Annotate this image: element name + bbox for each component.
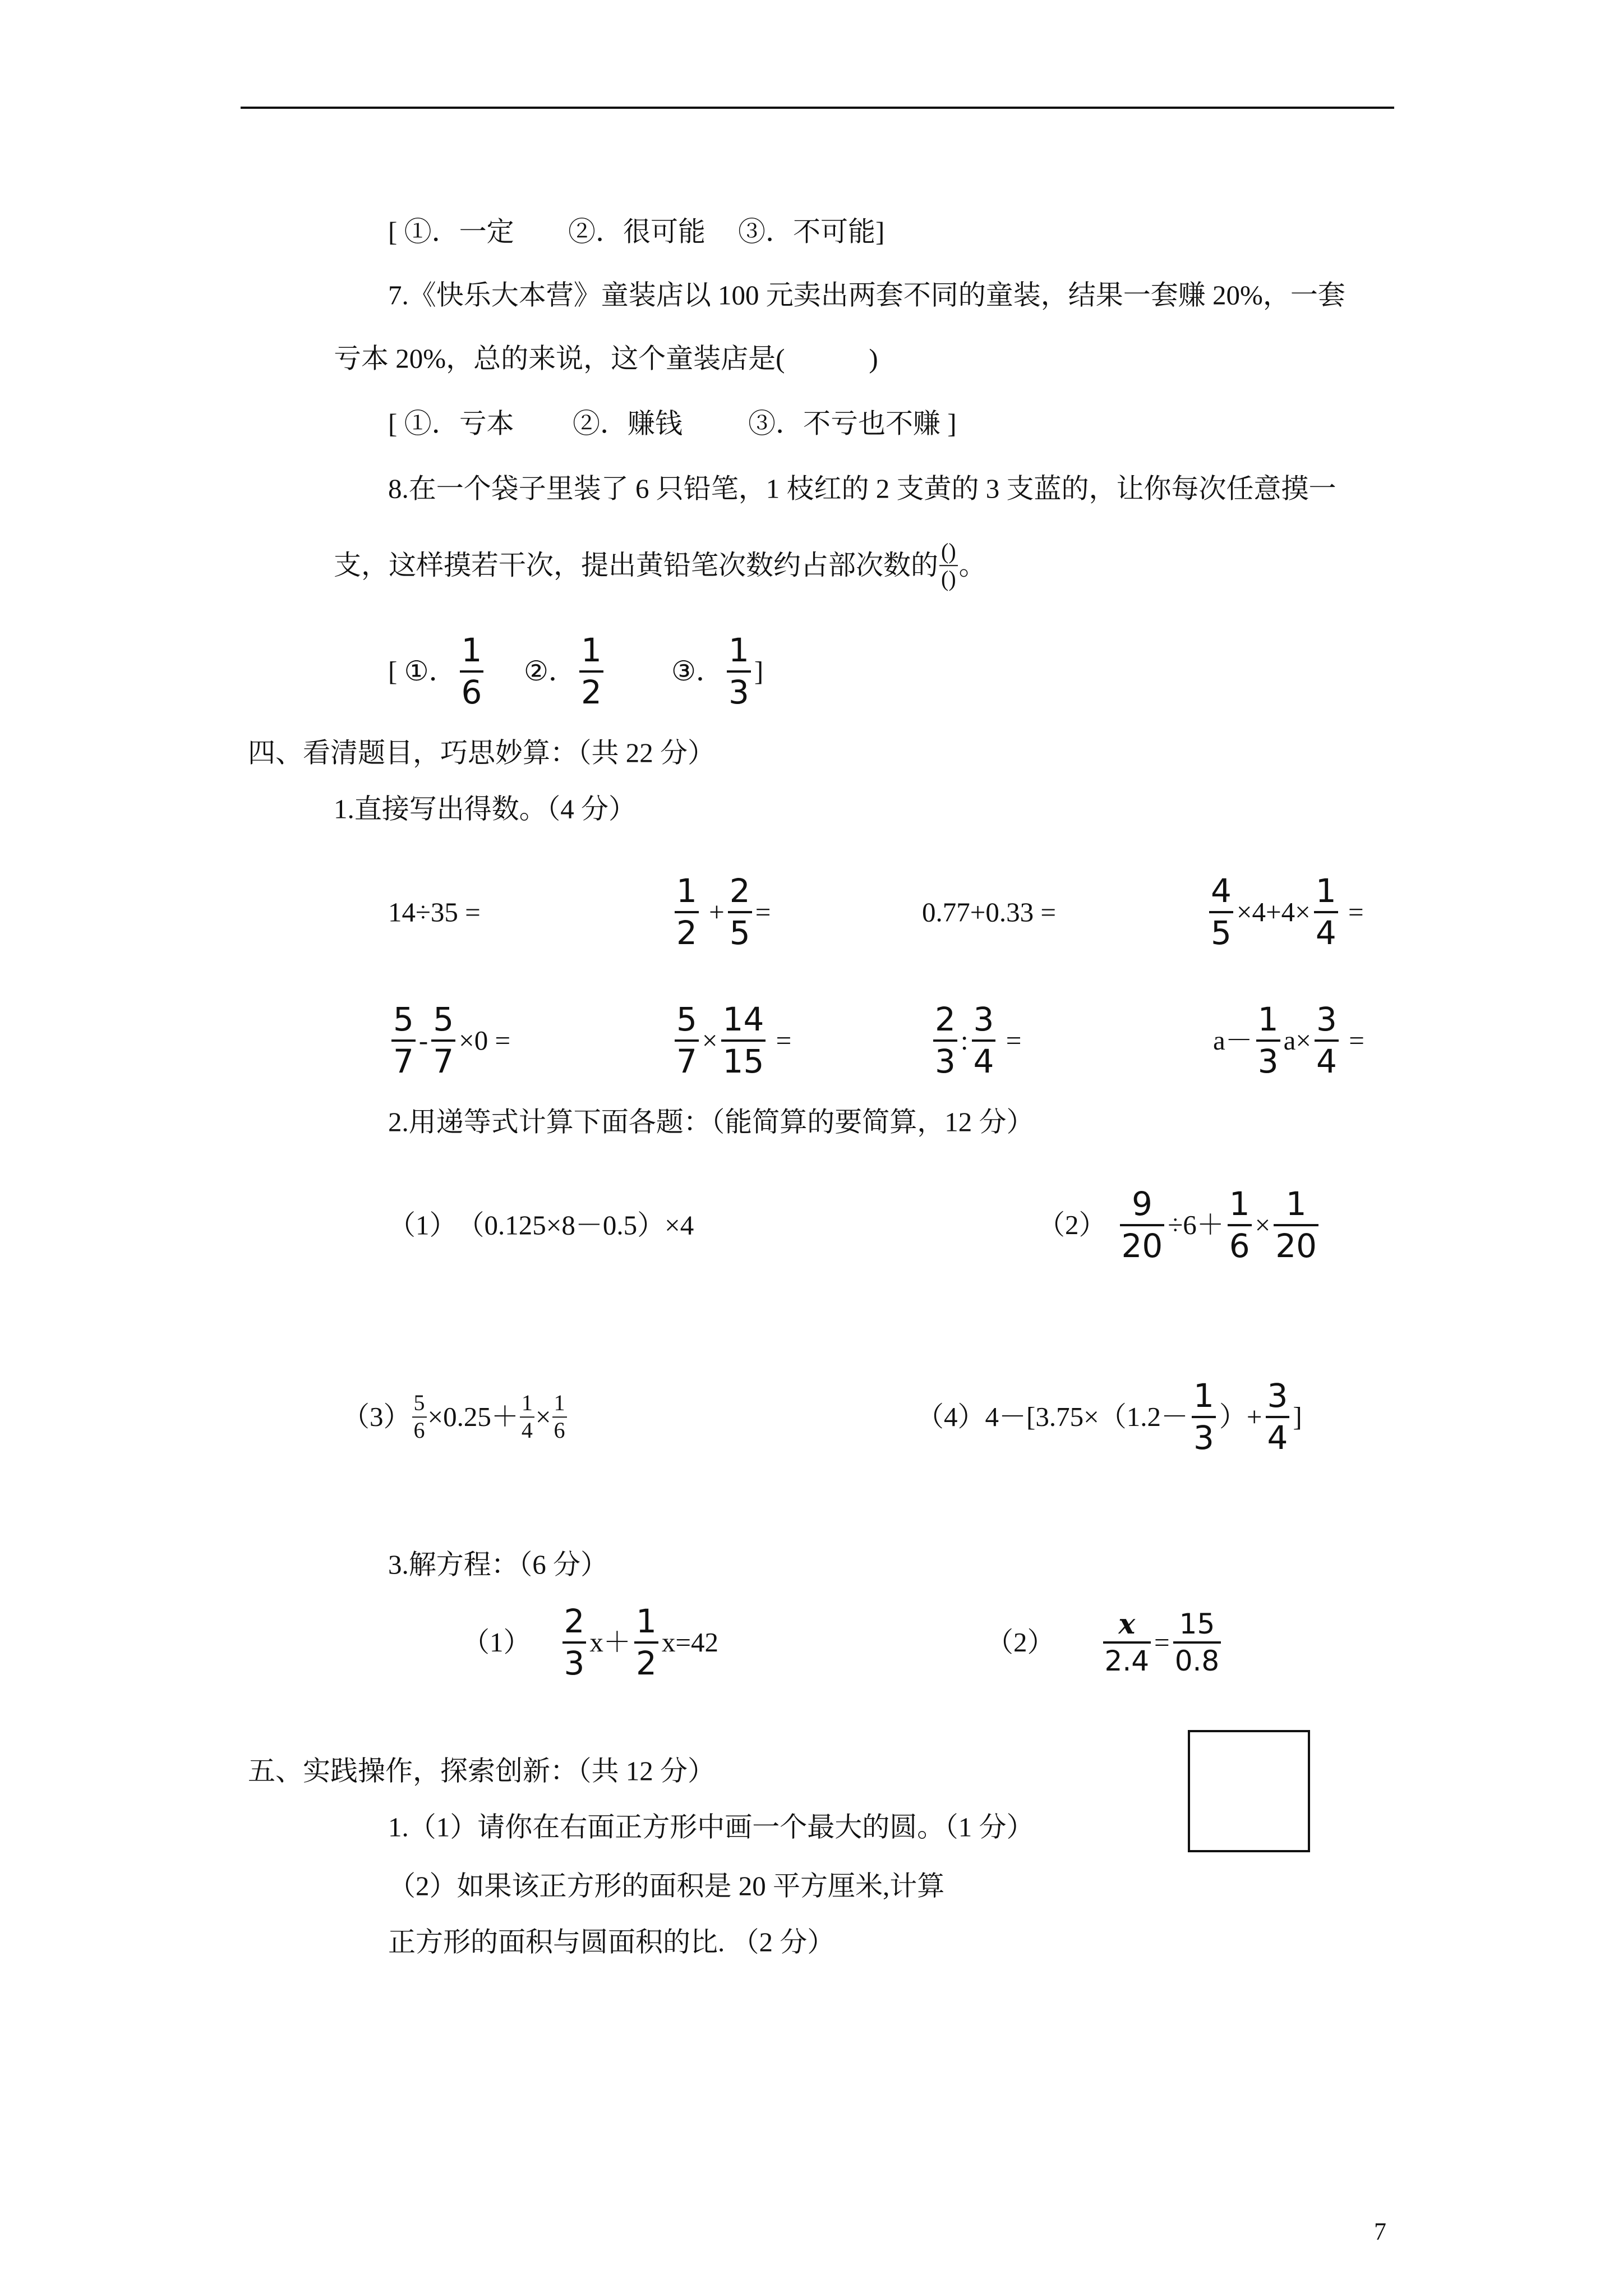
q6-option: ②．很可能: [568, 216, 706, 247]
expression-text: x＋: [589, 1627, 631, 1658]
mental-calc-item: [922, 895, 1056, 929]
fraction-numerator: 1: [554, 1390, 565, 1416]
fraction-bar: [460, 670, 484, 673]
step-calc-problem: [342, 1391, 568, 1443]
fraction-denominator: 2.4: [1104, 1645, 1150, 1677]
expression-text: ÷6＋: [1168, 1209, 1224, 1241]
expression-text: a×: [1283, 1025, 1312, 1056]
fraction: [1192, 1378, 1216, 1456]
expression-text: =: [1341, 896, 1364, 928]
expression-text: ×4+4×: [1236, 896, 1311, 928]
expression-text: -: [418, 1025, 428, 1056]
fraction-numerator: 1: [461, 631, 482, 670]
fraction-bar: [391, 1039, 416, 1042]
q7-option: [ ①．亏本: [388, 408, 514, 439]
fraction: [391, 1001, 416, 1080]
fraction-numerator: 5: [413, 1390, 425, 1416]
expression-text: （0.125×8－0.5）×4: [457, 1209, 694, 1241]
q8-option: [671, 632, 763, 711]
q7-option: ③．不亏也不赚 ]: [748, 408, 957, 439]
q8-option: [524, 632, 607, 711]
problem-label: （4）: [916, 1401, 985, 1433]
expression-text: =: [1341, 1025, 1364, 1056]
fraction-numerator: 9: [1131, 1185, 1152, 1223]
fraction-numerator: 2: [729, 872, 750, 910]
fraction-denominator: 3: [564, 1644, 585, 1682]
problem-label: （3）: [342, 1401, 411, 1433]
fraction-denominator: 4: [521, 1418, 533, 1443]
fraction-numerator: 3: [1267, 1377, 1288, 1415]
fraction-numerator: 1: [676, 872, 697, 910]
fraction-numerator: 14: [722, 1000, 764, 1039]
fraction-denominator: 4: [1316, 1042, 1337, 1080]
fraction-denominator: 4: [1315, 914, 1336, 952]
expression-text: ×0.25＋: [427, 1401, 519, 1433]
fraction-numerator: 1: [521, 1390, 533, 1416]
fraction: [431, 1001, 455, 1080]
section-5-q1-line-3: 正方形的面积与圆面积的比. （2 分）: [388, 1926, 835, 1958]
expression-text: +: [702, 896, 725, 928]
fraction-bar: [562, 1641, 587, 1644]
expression-text: ×: [702, 1025, 718, 1056]
q7-text-line-1: 7.《快乐大本营》童装店以 100 元卖出两套不同的童装，结果一套赚 20%，一套: [388, 279, 1345, 311]
fraction-denominator: 2: [635, 1644, 657, 1682]
step-calc-problem: [388, 1208, 694, 1242]
fraction-denominator: 6: [461, 673, 482, 711]
fraction-numerator: 5: [393, 1000, 414, 1039]
fraction-denominator: 6: [554, 1418, 565, 1443]
fraction: [634, 1603, 658, 1682]
fraction: [1120, 1186, 1165, 1264]
expression-text: ②．: [524, 656, 576, 687]
expression-text: x=42: [661, 1627, 718, 1658]
problem-label: （1）: [388, 1209, 457, 1241]
q6-option: ③．不可能]: [738, 216, 885, 247]
fraction-denominator: 5: [1211, 914, 1232, 952]
q7-question-text: 亏本 20%，总的来说，这个童装店是(: [334, 343, 785, 374]
equation-expression: [1100, 1608, 1225, 1677]
expression-text: :: [960, 1025, 969, 1056]
equation-expression: [559, 1603, 718, 1682]
fraction-bar: [1209, 911, 1233, 913]
fraction-numerator: 1: [1193, 1377, 1214, 1415]
fraction-denominator: 6: [1229, 1227, 1250, 1265]
problem-label: （1）: [462, 1627, 531, 1658]
fraction-numerator: 3: [973, 1000, 994, 1039]
expression-text: ×: [1255, 1209, 1271, 1241]
fraction-denominator: (): [941, 566, 956, 591]
fraction: [552, 1391, 567, 1443]
fraction: [1103, 1608, 1151, 1677]
fraction-denominator: 15: [722, 1042, 764, 1080]
problem-expression: [457, 1208, 694, 1242]
mental-calc-item: [671, 873, 771, 951]
expression-text: =: [769, 1025, 792, 1056]
fraction-denominator: 3: [935, 1042, 956, 1080]
fraction-numerator: 1: [1229, 1185, 1250, 1223]
expression-text: ]: [1293, 1401, 1302, 1433]
expression-text: =: [1154, 1627, 1170, 1658]
fraction-numerator: 5: [676, 1000, 697, 1039]
expression-text: 14÷35 =: [388, 896, 481, 928]
problem-expression: [1117, 1186, 1322, 1264]
fraction-numerator: 15: [1179, 1608, 1215, 1640]
expression-text: ×: [535, 1401, 551, 1433]
mental-calc-item: [388, 895, 481, 929]
mental-calc-item: [671, 1001, 791, 1080]
fraction-numerator: 1: [580, 631, 602, 670]
fraction: [675, 873, 699, 951]
fraction-bar: [634, 1641, 658, 1644]
fraction: [1274, 1186, 1318, 1264]
fraction: [721, 1001, 766, 1080]
fraction: [1173, 1608, 1221, 1677]
fraction-bar: [1228, 1224, 1252, 1226]
fraction-bar: [727, 670, 751, 673]
fraction-denominator: 4: [1267, 1419, 1288, 1457]
fraction-bar: [1315, 1039, 1339, 1042]
expression-text: 。: [958, 550, 986, 581]
problem-expression: [411, 1391, 568, 1443]
mental-calc-item: [1213, 1001, 1364, 1080]
fraction-denominator: 3: [1193, 1419, 1214, 1457]
mental-calc-item: [388, 1001, 510, 1080]
mental-calc-item: [1206, 873, 1364, 951]
fraction-numerator: 2: [935, 1000, 956, 1039]
fraction: [939, 539, 958, 592]
fraction-numerator: 5: [433, 1000, 454, 1039]
expression-text: 4－[3.75×（1.2－: [985, 1401, 1188, 1433]
expression-text: ③．: [671, 656, 723, 687]
fraction-denominator: 0.8: [1174, 1645, 1220, 1677]
fraction-denominator: 7: [676, 1042, 697, 1080]
fraction-bar: [675, 1039, 699, 1042]
fraction-bar: [972, 1039, 996, 1042]
fraction-denominator: 4: [973, 1042, 994, 1080]
expression-text: ×0 =: [459, 1025, 511, 1056]
fraction: [727, 632, 751, 711]
fraction-denominator: 20: [1275, 1227, 1317, 1265]
fraction-bar: [1120, 1224, 1165, 1226]
fraction-bar: [1314, 911, 1338, 913]
fraction-denominator: 6: [413, 1418, 425, 1443]
expression-text: =: [999, 1025, 1022, 1056]
expression-text: a－: [1213, 1025, 1253, 1056]
problem-label: （2）: [1038, 1209, 1106, 1241]
part-3-title: 3.解方程：（6 分）: [388, 1549, 608, 1580]
section-5-q1-line-2: （2）如果该正方形的面积是 20 平方厘米,计算: [388, 1870, 945, 1902]
fraction-bar: [431, 1039, 455, 1042]
expression-text: =: [755, 896, 771, 928]
fraction-numerator: 1: [635, 1602, 657, 1641]
fraction: [460, 632, 484, 711]
expression-text: ]: [754, 656, 764, 687]
fraction-bar: [1274, 1224, 1318, 1226]
drawing-square: [1188, 1730, 1310, 1852]
expression-text: [ ①．: [388, 656, 457, 687]
fraction-denominator: 2: [580, 673, 602, 711]
fraction-numerator: 1: [728, 631, 749, 670]
q8-option: [388, 632, 487, 711]
expression-text: 支，这样摸若干次，提出黄铅笔次数约占部次数的: [334, 550, 939, 581]
fraction-numerator: 1: [1315, 872, 1336, 910]
q8-text-line-1: 8.在一个袋子里装了 6 只铅笔，1 枝红的 2 支黄的 3 支蓝的，让你每次任意摸一: [388, 473, 1336, 504]
fraction-numerator: (): [941, 539, 956, 564]
fraction: [520, 1391, 534, 1443]
fraction-bar: [1173, 1641, 1221, 1644]
problem-label: （2）: [986, 1627, 1055, 1658]
fraction-denominator: 7: [393, 1042, 414, 1080]
q6-option: [ ①．一定: [388, 216, 514, 247]
fraction: [1228, 1186, 1252, 1264]
fraction-bar: [1256, 1039, 1280, 1042]
expression-text: 0.77+0.33 =: [922, 896, 1057, 928]
equation-problem: [986, 1608, 1224, 1677]
fraction: [1209, 873, 1233, 951]
fraction-bar: [1192, 1416, 1216, 1418]
fraction-bar: [675, 911, 699, 913]
part-2-title: 2.用递等式计算下面各题：（能简算的要简算，12 分）: [388, 1106, 1034, 1138]
fraction: [1314, 873, 1338, 951]
fraction-numerator: 1: [1257, 1000, 1279, 1039]
fraction: [412, 1391, 427, 1443]
equation-problem: [462, 1603, 718, 1682]
q8-text-line-2: [334, 539, 986, 592]
fraction: [972, 1001, 996, 1080]
fraction-denominator: 20: [1121, 1227, 1163, 1265]
section-5-title: 五、实践操作，探索创新：（共 12 分）: [248, 1755, 716, 1787]
fraction-denominator: 7: [433, 1042, 454, 1080]
fraction-numerator: 3: [1316, 1000, 1337, 1039]
fraction: [1266, 1378, 1290, 1456]
fraction-numerator: 2: [564, 1602, 585, 1641]
fraction-denominator: 3: [728, 673, 749, 711]
fraction-bar: [579, 670, 603, 673]
section-5-q1-line-1: 1.（1）请你在右面正方形中画一个最大的圆。（1 分）: [388, 1811, 1034, 1843]
q7-text-line-2: [334, 341, 878, 375]
fraction-numerator: 4: [1211, 872, 1232, 910]
expression-text: ）+: [1219, 1401, 1262, 1433]
fraction-bar: [1266, 1416, 1290, 1418]
step-calc-problem: [916, 1378, 1302, 1456]
problem-expression: [985, 1378, 1302, 1456]
fraction-numerator: 1: [1285, 1185, 1307, 1223]
step-calc-problem: [1038, 1186, 1322, 1264]
q7-closing-paren: ): [869, 343, 878, 374]
fraction: [1315, 1001, 1339, 1080]
fraction: [675, 1001, 699, 1080]
fraction-bar: [1103, 1641, 1151, 1644]
page-number: 7: [1374, 2217, 1386, 2246]
fraction-bar: [721, 1039, 766, 1042]
fraction-bar: [933, 1039, 957, 1042]
fraction-numerator: x: [1118, 1607, 1136, 1640]
fraction-bar: [728, 911, 752, 913]
fraction-denominator: 2: [676, 914, 697, 952]
part-1-title: 1.直接写出得数。（4 分）: [334, 793, 637, 825]
fraction-denominator: 5: [729, 914, 750, 952]
q7-option: ②．赚钱: [573, 408, 683, 439]
fraction: [933, 1001, 957, 1080]
section-4-title: 四、看清题目，巧思妙算：（共 22 分）: [248, 737, 716, 769]
fraction: [562, 1603, 587, 1682]
fraction-denominator: 3: [1257, 1042, 1279, 1080]
fraction: [1256, 1001, 1280, 1080]
fraction: [728, 873, 752, 951]
header-rule: [241, 107, 1394, 109]
mental-calc-item: [930, 1001, 1021, 1080]
fraction: [579, 632, 603, 711]
